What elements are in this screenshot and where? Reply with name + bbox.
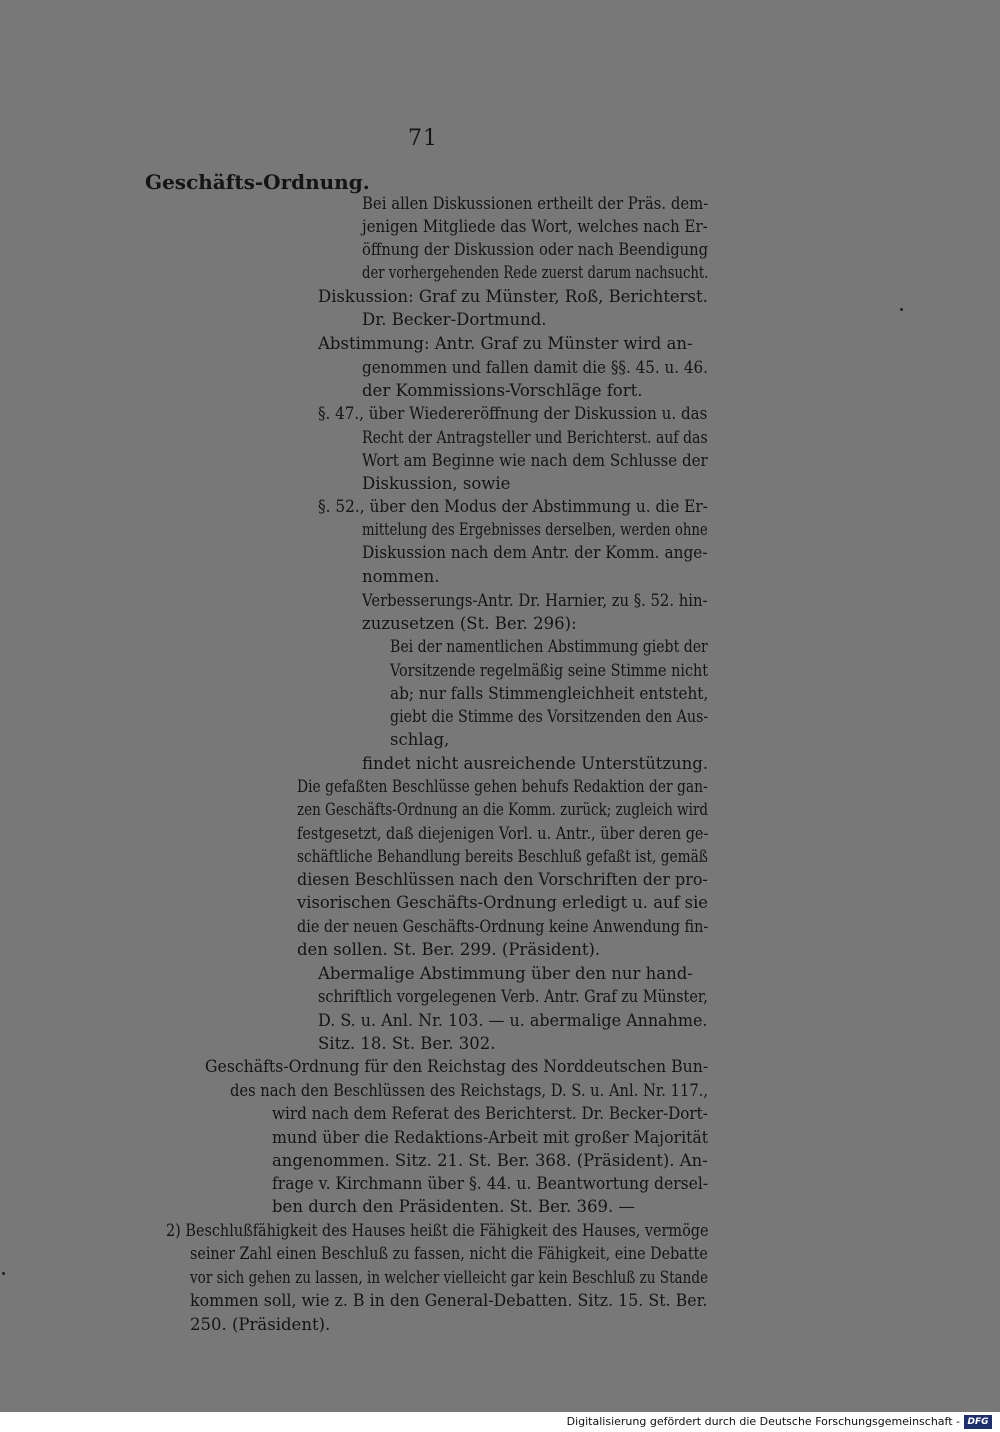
text-line: Diskussion nach dem Antr. der Komm. ange-: [362, 543, 708, 562]
text-line: Recht der Antragsteller und Berichterst. auf das: [362, 428, 708, 447]
text-line: Dr. Becker-Dortmund.: [362, 310, 547, 329]
text-line: Bei der namentlichen Abstimmung giebt der: [390, 637, 708, 656]
text-line: Wort am Beginne wie nach dem Schlusse der: [362, 451, 708, 470]
text-line: Bei allen Diskussionen ertheilt der Präs. dem-: [362, 194, 709, 213]
text-line: den sollen. St. Ber. 299. (Präsident).: [297, 940, 601, 959]
page-number: 71: [408, 126, 438, 151]
text-line: die der neuen Geschäfts-Ordnung keine Anwendung fin-: [297, 917, 709, 936]
text-line: mittelung des Ergebnisses derselben, werden ohne: [362, 520, 708, 539]
text-line: ab; nur falls Stimmengleichheit entsteht,: [390, 684, 709, 703]
text-line: Geschäfts-Ordnung für den Reichstag des Norddeutschen Bun-: [205, 1057, 709, 1076]
text-line: 250. (Präsident).: [190, 1315, 331, 1334]
text-line: Abermalige Abstimmung über den nur hand-: [318, 964, 693, 983]
text-line: angenommen. Sitz. 21. St. Ber. 368. (Präsident). An-: [272, 1151, 708, 1170]
text-line: kommen soll, wie z. B in den General-Debatten. Sitz. 15. St. Ber.: [190, 1291, 708, 1310]
text-line: zuzusetzen (St. Ber. 296):: [362, 614, 577, 633]
text-line: Die gefaßten Beschlüsse gehen behufs Redaktion der gan-: [297, 777, 708, 796]
text-line: findet nicht ausreichende Unterstützung.: [362, 754, 709, 773]
text-line: der Kommissions-Vorschläge fort.: [362, 381, 643, 400]
text-line: §. 47., über Wiedereröffnung der Diskussion u. das: [318, 404, 708, 423]
text-line: mund über die Redaktions-Arbeit mit großer Majorität: [272, 1128, 709, 1147]
text-line: der vorhergehenden Rede zuerst darum nachsucht.: [362, 263, 709, 282]
dfg-logo: DFG: [964, 1415, 992, 1429]
funding-credit: Digitalisierung gefördert durch die Deutsche Forschungsgemeinschaft -: [566, 1415, 960, 1428]
text-line: nommen.: [362, 567, 440, 586]
text-line: §. 52., über den Modus der Abstimmung u. die Er-: [318, 497, 708, 516]
text-line: diesen Beschlüssen nach den Vorschriften der pro-: [297, 870, 708, 889]
text-line: schriftlich vorgelegenen Verb. Antr. Graf zu Münster,: [318, 987, 708, 1006]
text-line: Sitz. 18. St. Ber. 302.: [318, 1034, 496, 1053]
section-heading: Geschäfts-Ordnung.: [145, 170, 370, 194]
text-line: des nach den Beschlüssen des Reichstags, D. S. u. Anl. Nr. 117.,: [230, 1081, 709, 1100]
text-line: schlag,: [390, 730, 450, 749]
text-line: festgesetzt, daß diejenigen Vorl. u. Antr., über deren ge-: [297, 824, 709, 843]
text-line: vor sich gehen zu lassen, in welcher vielleicht gar kein Beschluß zu Stande: [190, 1268, 709, 1287]
footer-bar: [0, 1412, 1000, 1432]
text-line: visorischen Geschäfts-Ordnung erledigt u. auf sie: [297, 893, 708, 912]
text-line: D. S. u. Anl. Nr. 103. — u. abermalige Annahme.: [318, 1011, 708, 1030]
text-line: Abstimmung: Antr. Graf zu Münster wird an-: [318, 334, 693, 353]
text-line: 2) Beschlußfähigkeit des Hauses heißt die Fähigkeit des Hauses, vermöge: [166, 1221, 709, 1240]
scan-speck: [900, 308, 903, 311]
text-line: schäftliche Behandlung bereits Beschluß gefaßt ist, gemäß: [297, 847, 708, 866]
text-line: Diskussion: Graf zu Münster, Roß, Berichterst.: [318, 287, 708, 306]
text-line: Diskussion, sowie: [362, 474, 511, 493]
text-line: wird nach dem Referat des Berichterst. Dr. Becker-Dort-: [272, 1104, 708, 1123]
text-line: seiner Zahl einen Beschluß zu fassen, nicht die Fähigkeit, eine Debatte: [190, 1244, 708, 1263]
text-line: jenigen Mitgliede das Wort, welches nach Er-: [362, 217, 708, 236]
text-line: genommen und fallen damit die §§. 45. u. 46.: [362, 358, 708, 377]
text-line: öffnung der Diskussion oder nach Beendigung: [362, 240, 708, 259]
text-line: Vorsitzende regelmäßig seine Stimme nicht: [390, 661, 709, 680]
text-line: Verbesserungs-Antr. Dr. Harnier, zu §. 52. hin-: [362, 591, 708, 610]
text-line: zen Geschäfts-Ordnung an die Komm. zurück; zugleich wird: [297, 800, 709, 819]
text-line: giebt die Stimme des Vorsitzenden den Aus-: [390, 707, 709, 726]
text-line: ben durch den Präsidenten. St. Ber. 369. —: [272, 1197, 635, 1216]
text-line: frage v. Kirchmann über §. 44. u. Beantwortung dersel-: [272, 1174, 709, 1193]
scan-speck: [2, 1272, 5, 1275]
